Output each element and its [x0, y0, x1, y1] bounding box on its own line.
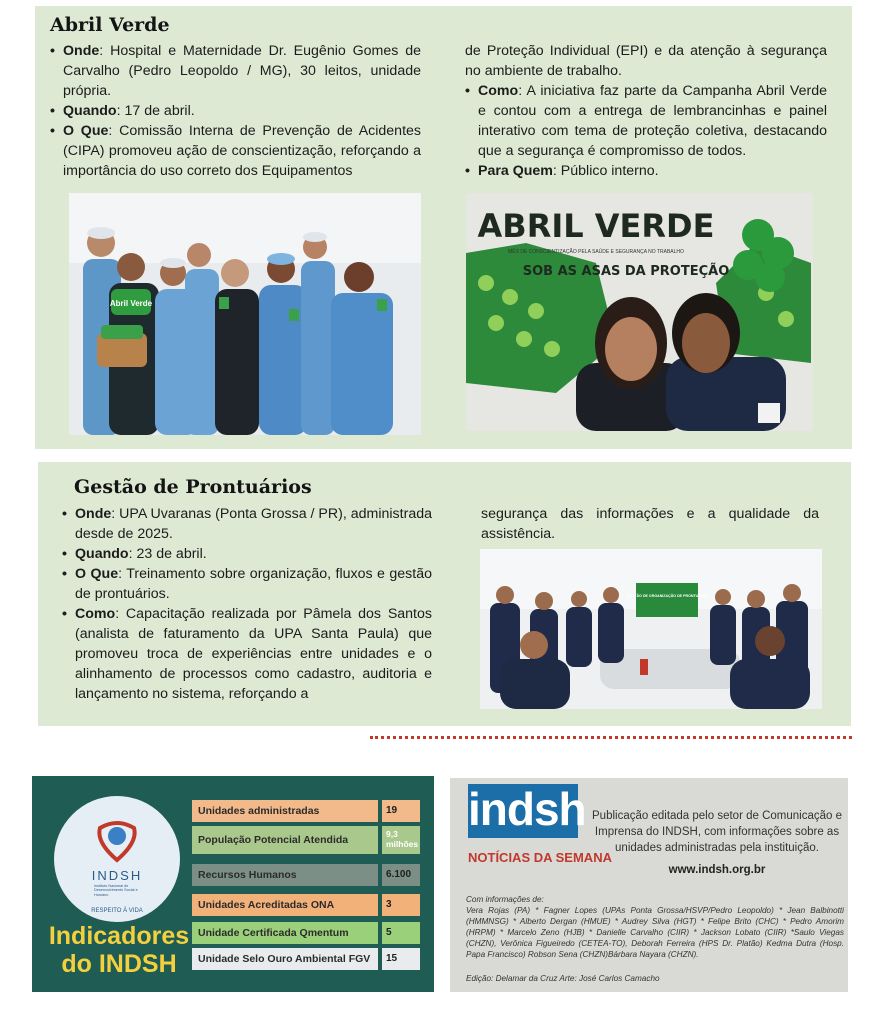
right-column — [481, 504, 819, 544]
onde-item: • Onde: Hospital e Maternidade Dr. Eugênio Gomes de Carvalho (Pedro Leopoldo / MG), 30 leitos, unidade própria. — [50, 41, 421, 101]
indicator-value: 15 — [382, 948, 420, 970]
oque-item: • O Que: Comissão Interna de Prevenção de Acidentes (CIPA) promoveu ação de conscientização, reforçando a importância do uso correto dos Equipamentos — [50, 121, 421, 181]
svg-text:SOB AS ASAS DA PROTEÇÃO: SOB AS ASAS DA PROTEÇÃO — [522, 264, 730, 279]
indicator-label: Unidades administradas — [192, 800, 378, 822]
indicator-value: 9,3 milhões — [382, 826, 420, 854]
presentation-screen — [636, 583, 698, 617]
como-item: • Como: Capacitação realizada por Pâmela dos Santos (analista de faturamento da UPA Santa Paula) que promoveu troca de experiências entre unidades e o alinhamento de processos como cadastro, auditoria e lançamento no sistema, reforçando a — [62, 604, 432, 704]
indicator-value: 19 — [382, 800, 420, 822]
quando-item: • Quando: 17 de abril. — [50, 101, 421, 121]
indicator-value: 6.100 — [382, 864, 420, 886]
svg-text:Abril Verde: Abril Verde — [109, 299, 153, 308]
svg-text:MÊS DE CONSCIENTIZAÇÃO PELA SA: MÊS DE CONSCIENTIZAÇÃO PELA SAÚDE E SEGURANÇA NO TRABALHO — [508, 249, 684, 255]
como-item: • Como: A iniciativa faz parte da Campanha Abril Verde e contou com a entrega de lembrancinhas e painel interativo com tema de proteção coletiva, destacando que a segurança é compromisso de todos. — [465, 81, 827, 161]
section-title: Gestão de Prontuários — [74, 476, 312, 498]
dotted-divider — [370, 736, 852, 739]
noticias-da-semana: NOTÍCIAS DA SEMANA — [468, 850, 612, 865]
svg-text:RESPEITO À VIDA: RESPEITO À VIDA — [91, 908, 143, 914]
oque-item: • O Que: Treinamento sobre organização, fluxos e gestão de prontuários. — [62, 564, 432, 604]
cipa-team-photo — [69, 193, 421, 435]
credits-box — [450, 778, 848, 992]
gestao-prontuarios-panel — [38, 462, 851, 726]
indicator-label: Unidade Selo Ouro Ambiental FGV — [192, 948, 378, 970]
credits-text: Com informações de: Vera Rojas (PA) * Fagner Lopes (UPAs Ponta Grossa/HSVP/Pedro Leopoldo) * Jean Balbinotti (HMMNSG) * Alberto Dergan (HMUE) * Audrey Silva (HGT) * Felipe Brito (CHC) * Pedro Amorim (HRPM) * Marcelo Zeno (HJB) * Danielle Carvalho (CIIR) * Jackson Lobato (CIIR) *Saulo Viegas (CHZN), Verônica Figueiredo (CETEA-TO), Deborah Ferreira (HPS Dr. Platão) Kedma Dutra (Hosp. Papa Francisco) Robson Sena (CHZN)Bárbara Nayara (CHZN). — [466, 895, 844, 959]
indsh-wordmark: indsh — [468, 784, 578, 838]
indicators-title: Indicadores do INDSH — [48, 922, 190, 978]
publication-text: Publicação editada pelo setor de Comunicação e Imprensa do INDSH, com informações sobre as unidades administradas pela instituição. — [592, 810, 842, 854]
paraquem-item: • Para Quem: Público interno. — [465, 161, 827, 181]
indicator-value: 3 — [382, 894, 420, 916]
right-column — [465, 41, 827, 181]
website-link[interactable]: www.indsh.org.br — [668, 864, 766, 876]
edition-credits: Edição: Delamar da Cruz Arte: José Carlos Camacho — [466, 974, 660, 983]
indicator-label: Unidade Certificada Qmentum — [192, 922, 378, 944]
indicator-value: 5 — [382, 922, 420, 944]
abril-verde-panel — [35, 6, 852, 449]
left-column — [50, 41, 421, 181]
quando-item: • Quando: 23 de abril. — [62, 544, 432, 564]
onde-item: • Onde: UPA Uvaranas (Ponta Grossa / PR), administrada desde de 2025. — [62, 504, 432, 544]
indicator-label: Recursos Humanos — [192, 864, 378, 886]
svg-text:ABRIL VERDE: ABRIL VERDE — [477, 207, 715, 245]
oque-continued: de Proteção Individual (EPI) e da atenção à segurança no ambiente de trabalho. — [465, 43, 827, 79]
como-continued: segurança das informações e a qualidade da assistência. — [481, 506, 819, 542]
left-column — [62, 504, 432, 704]
abril-verde-banner-photo — [466, 193, 813, 431]
indicator-label: Unidades Acreditadas ONA — [192, 894, 378, 916]
indicator-label: População Potencial Atendida — [192, 826, 378, 854]
svg-text:GESTÃO DE ORGANIZAÇÃO DE PRONT: GESTÃO DE ORGANIZAÇÃO DE PRONTUÁRIO — [626, 594, 708, 598]
section-title: Abril Verde — [50, 14, 170, 36]
indsh-logo: INDSH Instituto Nacional de Desenvolvimento Social e Humano RESPEITO À VIDA — [54, 796, 180, 922]
globe-icon — [108, 827, 126, 845]
training-group-photo — [480, 549, 822, 709]
svg-text:INDSH: INDSH — [91, 868, 143, 883]
indicators-box — [32, 776, 434, 992]
